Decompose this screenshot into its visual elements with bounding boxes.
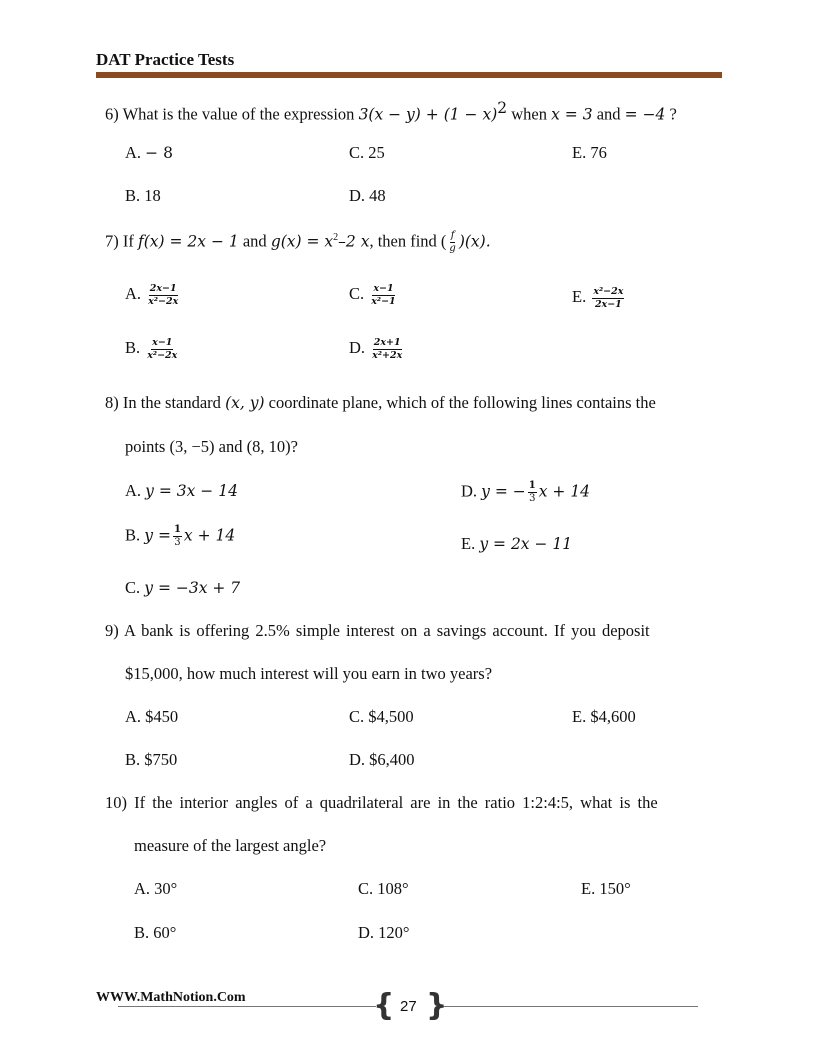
- question-text: If the interior angles of a quadrilateral are in the ratio 1:2:4:5, what is the: [134, 793, 658, 812]
- question-text: coordinate plane, which of the following lines contains the: [268, 393, 656, 412]
- header-divider: [96, 72, 722, 78]
- option-7d[interactable]: D. $\frac{2x+1}{\text{x²+2x}}$: [349, 337, 403, 361]
- option-10a[interactable]: A. 30°: [134, 879, 178, 898]
- math-exponent: 2: [333, 231, 339, 243]
- page-number: 27: [400, 998, 417, 1015]
- option-7b[interactable]: B. $\frac{x-1}{\text{x²−2x}}$: [125, 337, 178, 361]
- question-text: and: [242, 231, 267, 251]
- question-text: and: [596, 104, 621, 124]
- fraction: $\frac{2x+1}{\text{x²+2x}}$: [372, 337, 403, 361]
- question-text: , then find (: [369, 231, 447, 251]
- question-text: ?: [669, 104, 677, 124]
- fraction: $\frac{1}{3}$: [528, 480, 536, 504]
- math-expression: x = 3: [551, 105, 593, 124]
- question-text: If: [122, 231, 134, 251]
- option-6c[interactable]: C. 25: [349, 143, 385, 162]
- option-7e[interactable]: E. $\frac{\text{x²−2x}}{2x-1}$: [572, 286, 624, 310]
- option-9e[interactable]: E. $4,600: [572, 707, 636, 726]
- math-expression: )(x).: [458, 232, 491, 251]
- option-8c[interactable]: C. y = −3x + 7: [125, 578, 241, 597]
- fraction: $\frac{2x-1}{\text{x²−2x}}$: [148, 283, 179, 307]
- fraction: $\frac{1}{3}$: [173, 524, 181, 548]
- option-8e[interactable]: E. y = 2x − 11: [461, 534, 573, 553]
- math-expression: 3(x − y) + (1 − x): [358, 105, 498, 124]
- math-expression: (x, y): [225, 394, 265, 412]
- question-9: [105, 621, 650, 641]
- option-9a[interactable]: A. $450: [125, 707, 179, 726]
- question-8: [105, 393, 656, 413]
- option-10d[interactable]: D. 120°: [358, 923, 410, 942]
- math-expression: f(x) = 2x − 1: [138, 232, 239, 251]
- option-6e[interactable]: E. 76: [572, 143, 607, 162]
- option-7a[interactable]: A. $\frac{2x-1}{\text{x²−2x}}$: [125, 283, 179, 307]
- option-9b[interactable]: B. $750: [125, 750, 178, 769]
- right-bracket-icon: }: [426, 988, 448, 1023]
- question-6: [105, 99, 677, 125]
- question-text: when: [511, 104, 547, 124]
- math-expression: –2 x: [338, 232, 370, 251]
- question-8-line-2: points (3, −5) and (8, 10)?: [125, 437, 298, 456]
- page-header-title: DAT Practice Tests: [96, 50, 235, 69]
- option-10c[interactable]: C. 108°: [358, 879, 409, 898]
- option-8d[interactable]: D. y = − $\frac{1}{3}$ x + 14: [461, 480, 591, 504]
- option-6a[interactable]: A. − 8: [125, 143, 173, 162]
- option-8b[interactable]: B. y = $\frac{1}{3}$ x + 14: [125, 524, 236, 548]
- option-8a[interactable]: A. y = 3x − 14: [125, 481, 238, 500]
- question-10-line-2: measure of the largest angle?: [134, 836, 327, 855]
- option-7c[interactable]: C. $\frac{x-1}{\text{x²−1}}$: [349, 283, 396, 307]
- math-expression: g(x) = x: [270, 232, 334, 251]
- question-number: 8): [105, 393, 119, 412]
- question-number: 7): [105, 231, 119, 251]
- option-6b[interactable]: B. 18: [125, 186, 161, 205]
- question-text: A bank is offering 2.5% simple interest on a savings account. If you deposit: [123, 621, 650, 640]
- question-7: [105, 231, 491, 254]
- math-expression: = −4: [624, 105, 666, 124]
- fraction: $\frac{x-1}{\text{x²−1}}$: [371, 283, 396, 307]
- option-10e[interactable]: E. 150°: [581, 879, 631, 898]
- question-text: What is the value of the expression: [122, 104, 355, 124]
- question-number: 10): [105, 793, 127, 812]
- question-9-line-2: $15,000, how much interest will you earn in two years?: [125, 664, 493, 683]
- option-10b[interactable]: B. 60°: [134, 923, 177, 942]
- footer-website: WWW.MathNotion.Com: [96, 990, 246, 1005]
- fraction: $\frac{\text{x²−2x}}{2x-1}$: [593, 286, 624, 310]
- math-exponent: 2: [497, 99, 508, 117]
- footer-divider-right: [442, 1006, 698, 1007]
- option-9c[interactable]: C. $4,500: [349, 707, 414, 726]
- fraction: $\frac{x-1}{\text{x²−2x}}$: [147, 337, 178, 361]
- option-9d[interactable]: D. $6,400: [349, 750, 415, 769]
- left-bracket-icon: {: [373, 988, 395, 1023]
- question-text: In the standard: [122, 393, 221, 412]
- question-number: 6): [105, 104, 119, 124]
- option-6d[interactable]: D. 48: [349, 186, 386, 205]
- question-number: 9): [105, 621, 119, 640]
- fraction-f-over-g: $\frac{f}{g}$: [449, 230, 456, 254]
- footer-divider-left: [118, 1006, 376, 1007]
- question-10: [105, 793, 658, 813]
